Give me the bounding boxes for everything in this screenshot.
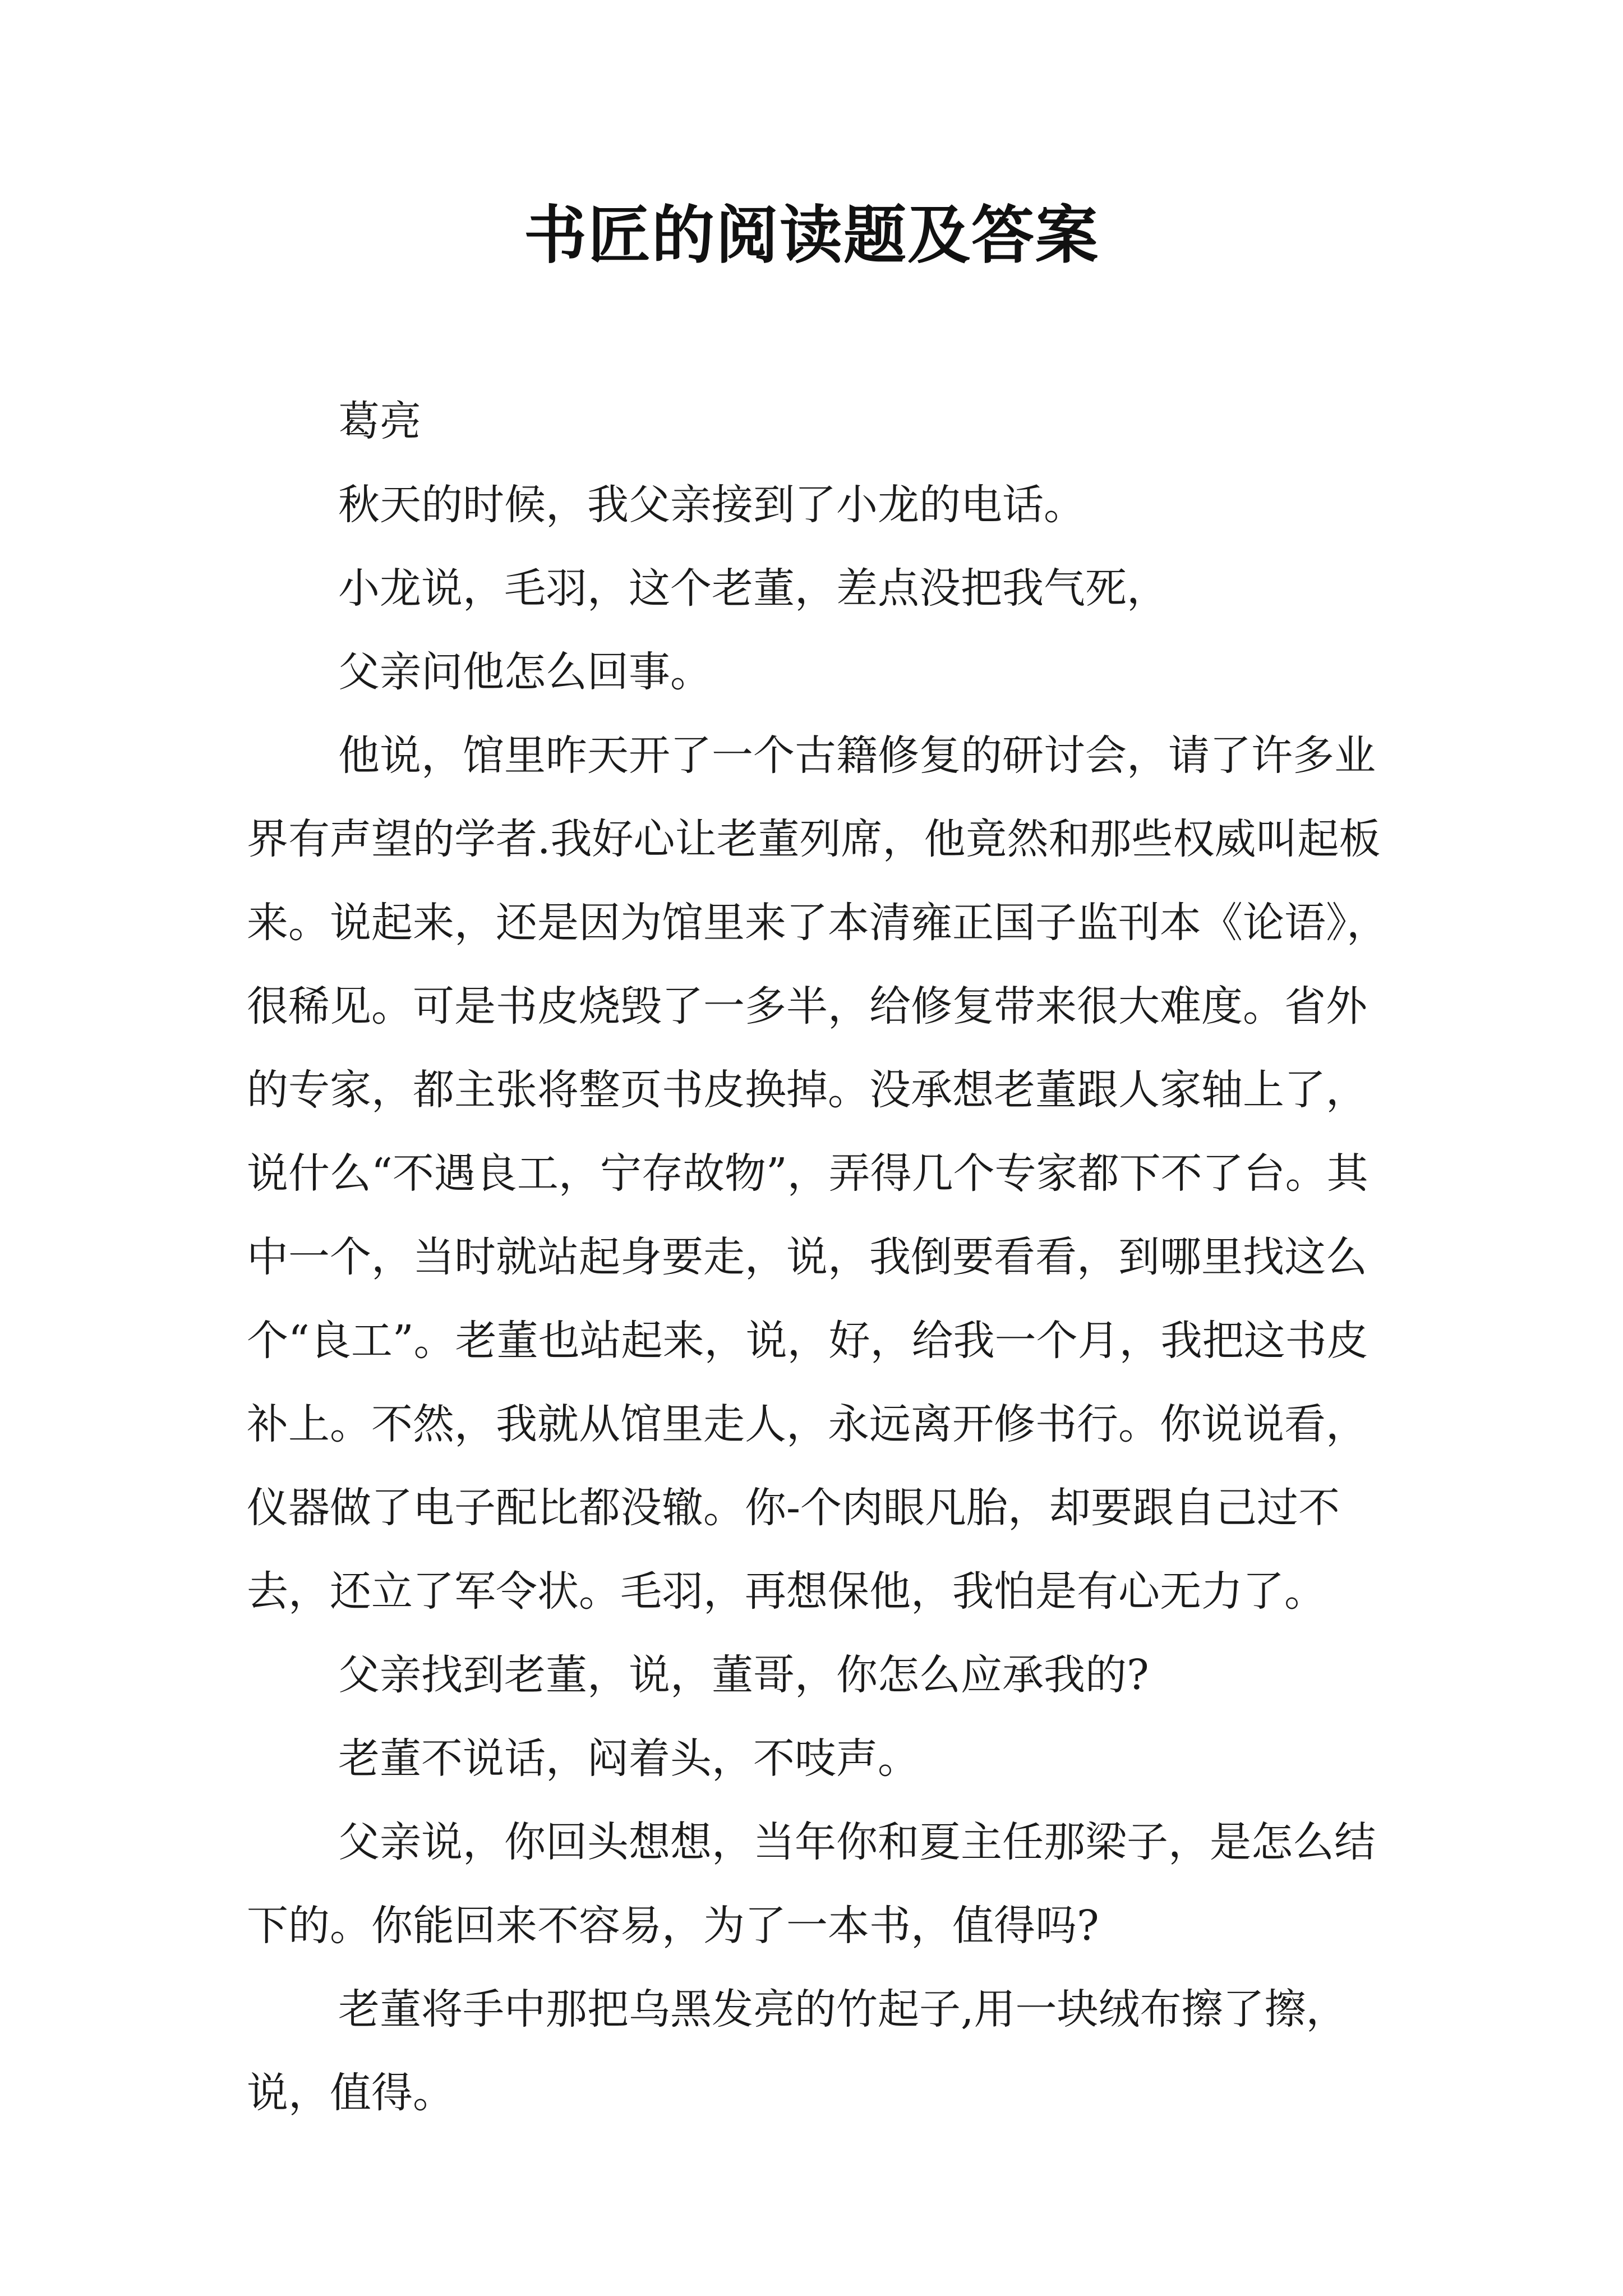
body-paragraph: 父亲问他怎么回事。 [338, 648, 712, 696]
byline-paragraph: 葛亮 [338, 397, 421, 445]
body-paragraph: 老董不说话，闷着头，不吱声。 [338, 1734, 919, 1783]
document-body [247, 380, 1391, 2135]
body-paragraph: 他说，馆里昨天开了一个古籍修复的研讨会，请了许多业界有声望的学者.我好心让老董列席，他竟然和那些权威叫起板来。说起来，还是因为馆里来了本清雍正国子监刊本《论语》，很稀见。可是书皮烧毁了一多半，给修复带来很大难度。省外的专家，都主张将整页书皮换掉。没承想老董跟人家轴上了，说什么“不遇良工，宁存故物”，弄得几个专家都下不了台。其中一个，当时就站起身要走，说，我倒要看看，到哪里找这么个“良工”。老董也站起来，说，好，给我一个月，我把这书皮补上。不然，我就从馆里走人，永远离开修书行。你说说看，仪器做了电子配比都没辙。你-个肉眼凡胎，却要跟自己过不去，还立了军令状。毛羽，再想保他，我怕是有心无力了。 [247, 731, 1388, 1616]
body-paragraph: 老董将手中那把乌黑发亮的竹起子,用一块绒布擦了擦，说，值得。 [247, 1985, 1348, 2117]
body-paragraph: 父亲找到老董，说，董哥，你怎么应承我的? [338, 1651, 1149, 1699]
body-paragraph: 父亲说，你回头想想，当年你和夏主任那梁子，是怎么结下的。你能回来不容易，为了一本书，值得吗? [247, 1818, 1376, 1950]
body-paragraph: 小龙说，毛羽，这个老董，差点没把我气死， [338, 564, 1168, 613]
document-title: 书匠的阅读题及答案 [524, 199, 1099, 272]
body-paragraph: 秋天的时候，我父亲接到了小龙的电话。 [338, 481, 1085, 529]
